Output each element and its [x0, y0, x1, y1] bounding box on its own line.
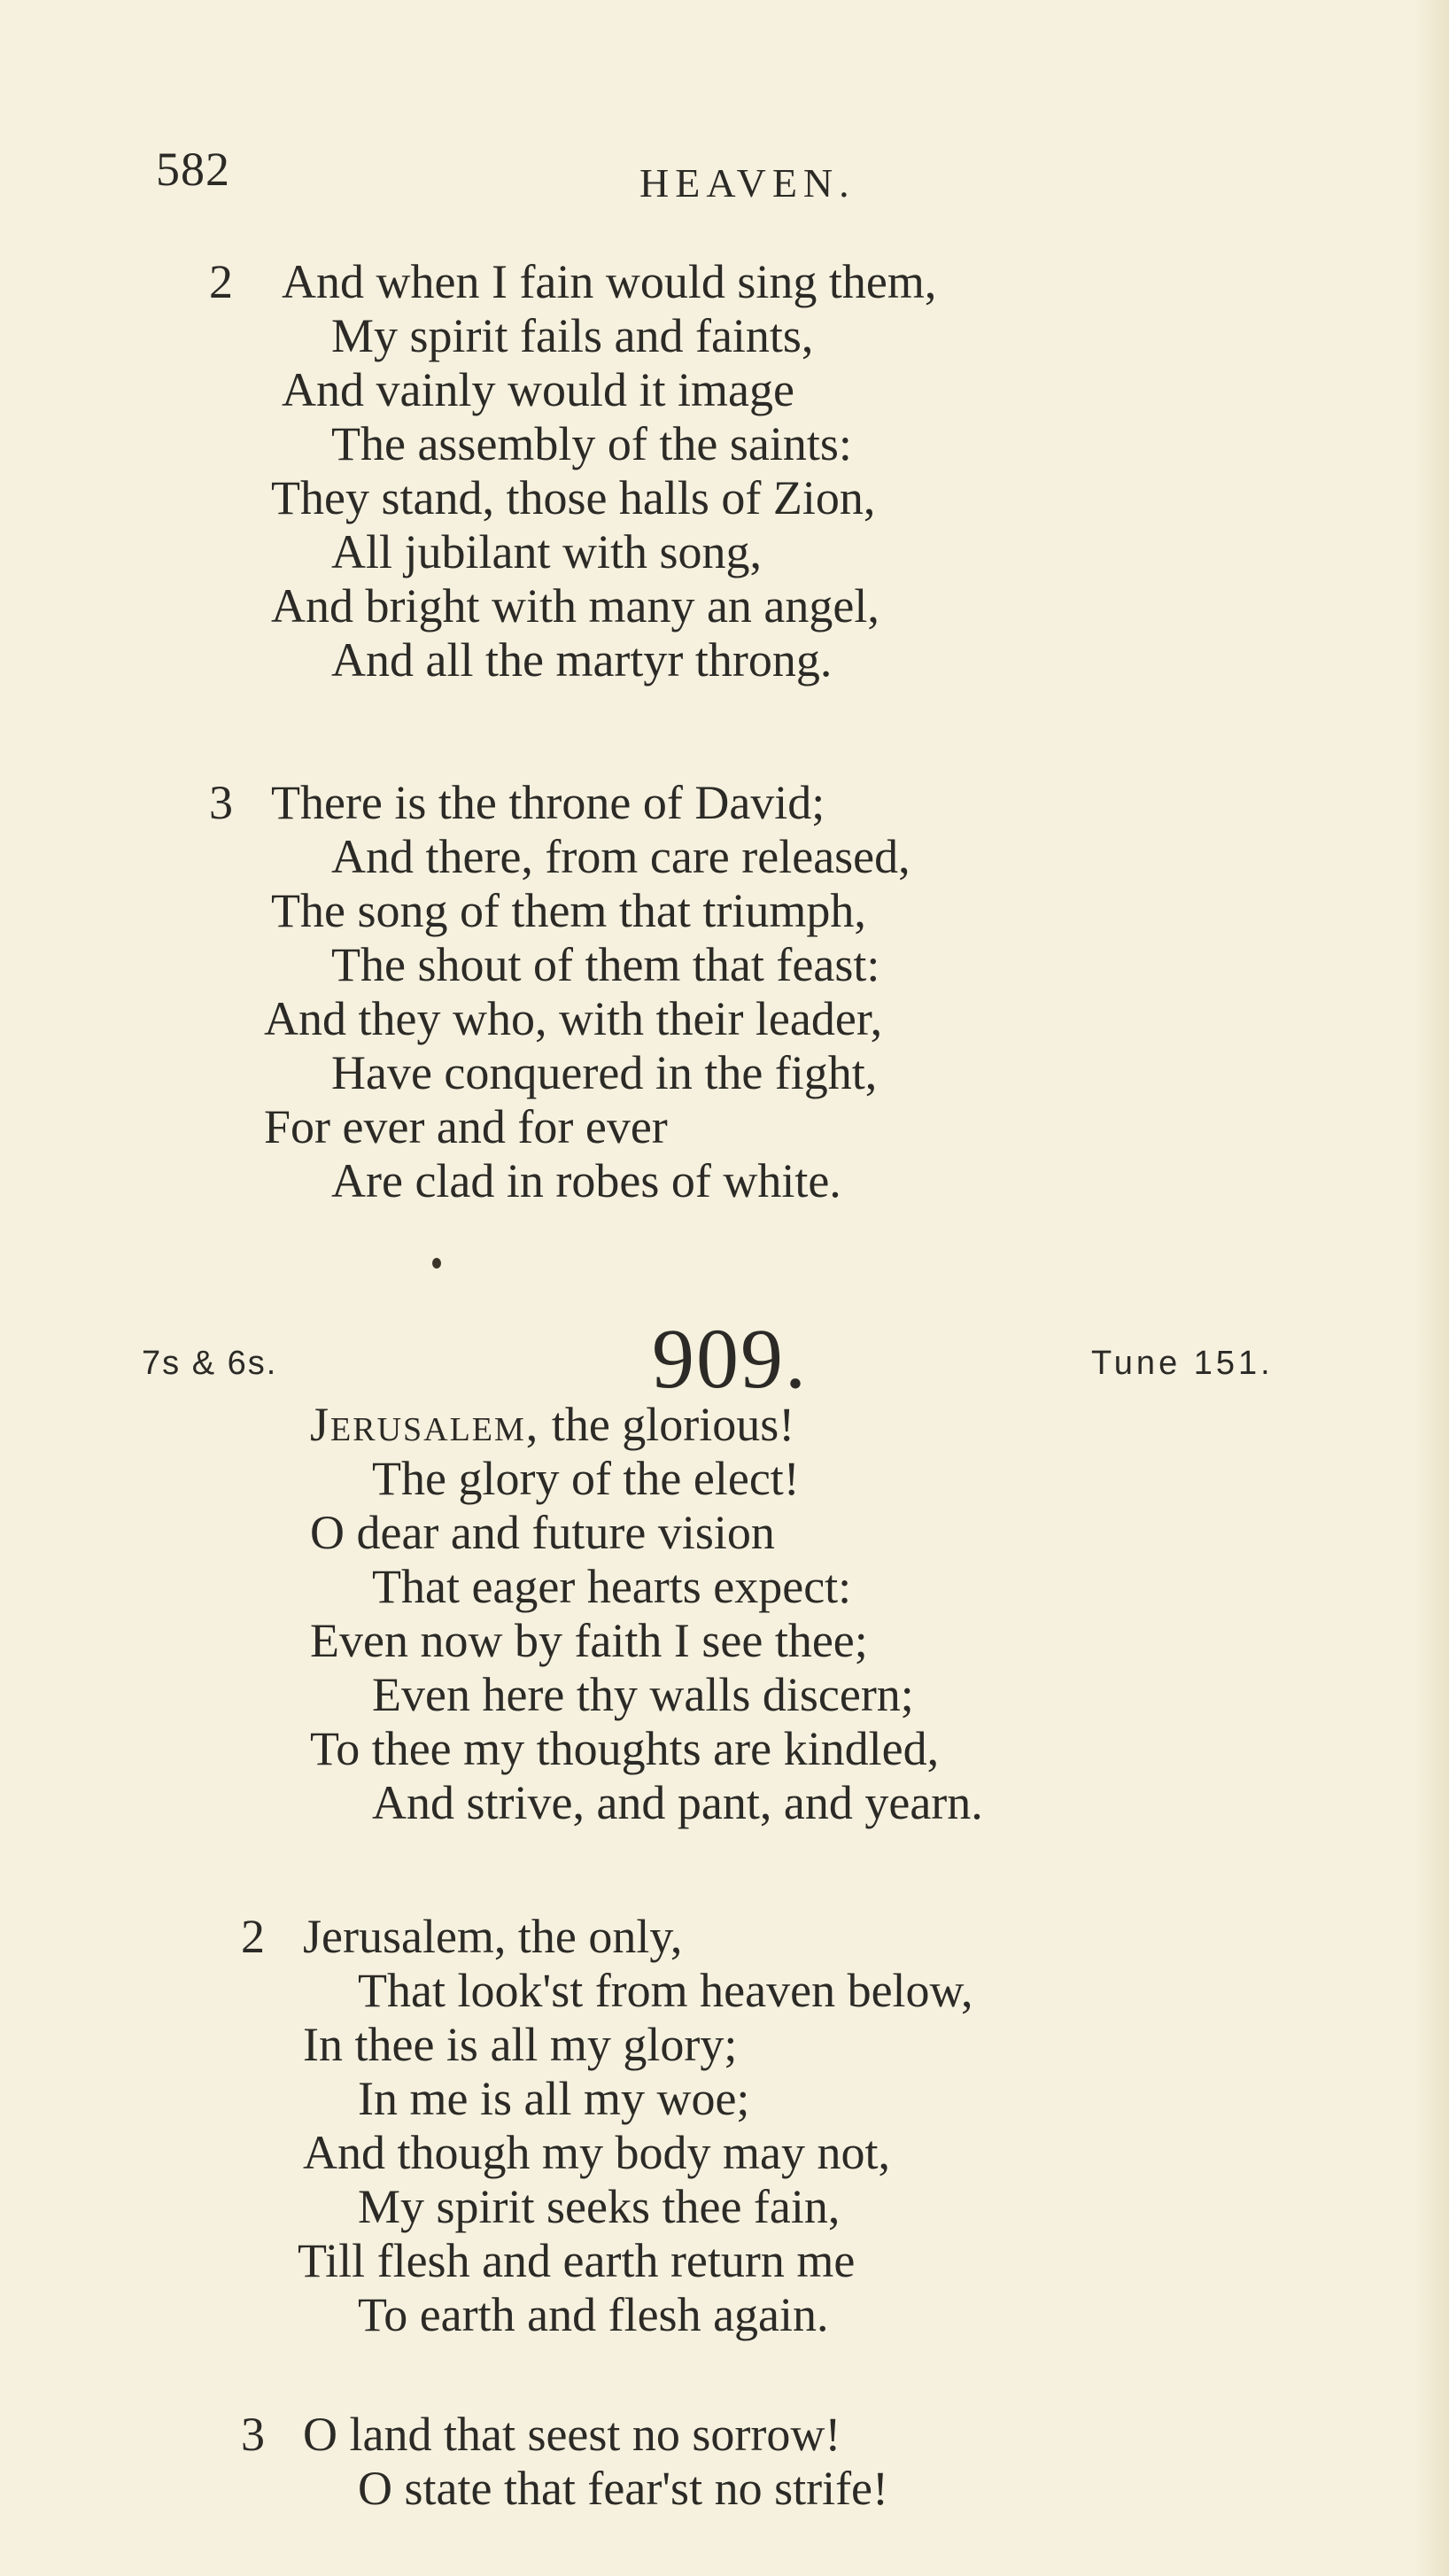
verse-line: In thee is all my glory; — [303, 2018, 738, 2071]
verse-line: Are clad in robes of white. — [331, 1154, 841, 1207]
verse-line: And vainly would it image — [282, 363, 794, 416]
verse-line: And strive, and pant, and yearn. — [372, 1776, 983, 1829]
verse-line: To thee my thoughts are kindled, — [310, 1722, 940, 1775]
verse-line: Jerusalem, the only, — [303, 1910, 683, 1963]
verse-line: And though my body may not, — [303, 2126, 890, 2179]
ink-speck — [432, 1258, 441, 1269]
hymn-number: 909. — [652, 1311, 808, 1406]
verse-line: Even now by faith I see thee; — [310, 1614, 868, 1667]
verse-line: And they who, with their leader, — [264, 992, 883, 1045]
verse-line: They stand, those halls of Zion, — [271, 471, 876, 524]
verse-line: The assembly of the saints: — [331, 417, 852, 470]
verse-line: O dear and future vision — [310, 1506, 775, 1559]
page-number: 582 — [156, 143, 230, 196]
first-word-smallcaps: Jerusalem, — [310, 1398, 540, 1451]
verse-line: My spirit seeks thee fain, — [358, 2180, 841, 2233]
verse-line: And there, from care released, — [331, 830, 910, 883]
verse-line: The song of them that triumph, — [271, 884, 866, 937]
verse-line: That look'st from heaven below, — [358, 1964, 973, 2017]
tune-reference: Tune 151. — [1091, 1345, 1274, 1382]
verse-line: And bright with many an angel, — [271, 579, 879, 632]
verse-line: That eager hearts expect: — [372, 1560, 852, 1613]
verse-line: All jubilant with song, — [331, 525, 762, 578]
verse-line: The glory of the elect! — [372, 1452, 800, 1505]
verse-line: My spirit fails and faints, — [331, 309, 814, 362]
first-line-rest: the glorious! — [539, 1398, 795, 1451]
verse-line: Till flesh and earth return me — [298, 2234, 856, 2287]
verse-line: And when I fain would sing them, — [282, 255, 937, 308]
running-head: HEAVEN. — [639, 160, 856, 206]
verse-line: In me is all my woe; — [358, 2072, 750, 2125]
verse-line: And all the martyr throng. — [331, 633, 833, 687]
stanza-number: 3 — [209, 776, 233, 829]
verse-line: Have conquered in the fight, — [331, 1046, 878, 1099]
stanza-number: 2 — [241, 1910, 265, 1963]
verse-line — [310, 1398, 794, 1451]
verse-line: For ever and for ever — [264, 1100, 668, 1153]
stanza-number: 2 — [209, 255, 233, 308]
page-edge-shadow — [1414, 0, 1449, 2576]
verse-line: There is the throne of David; — [271, 776, 825, 829]
verse-line: The shout of them that feast: — [331, 938, 880, 991]
verse-line: To earth and flesh again. — [358, 2288, 829, 2341]
verse-line: O state that fear'st no strife! — [358, 2462, 889, 2515]
verse-line: O land that seest no sorrow! — [303, 2408, 841, 2461]
verse-line: Even here thy walls discern; — [372, 1668, 914, 1721]
stanza-number: 3 — [241, 2408, 265, 2461]
hymn-meter: 7s & 6s. — [142, 1345, 278, 1382]
